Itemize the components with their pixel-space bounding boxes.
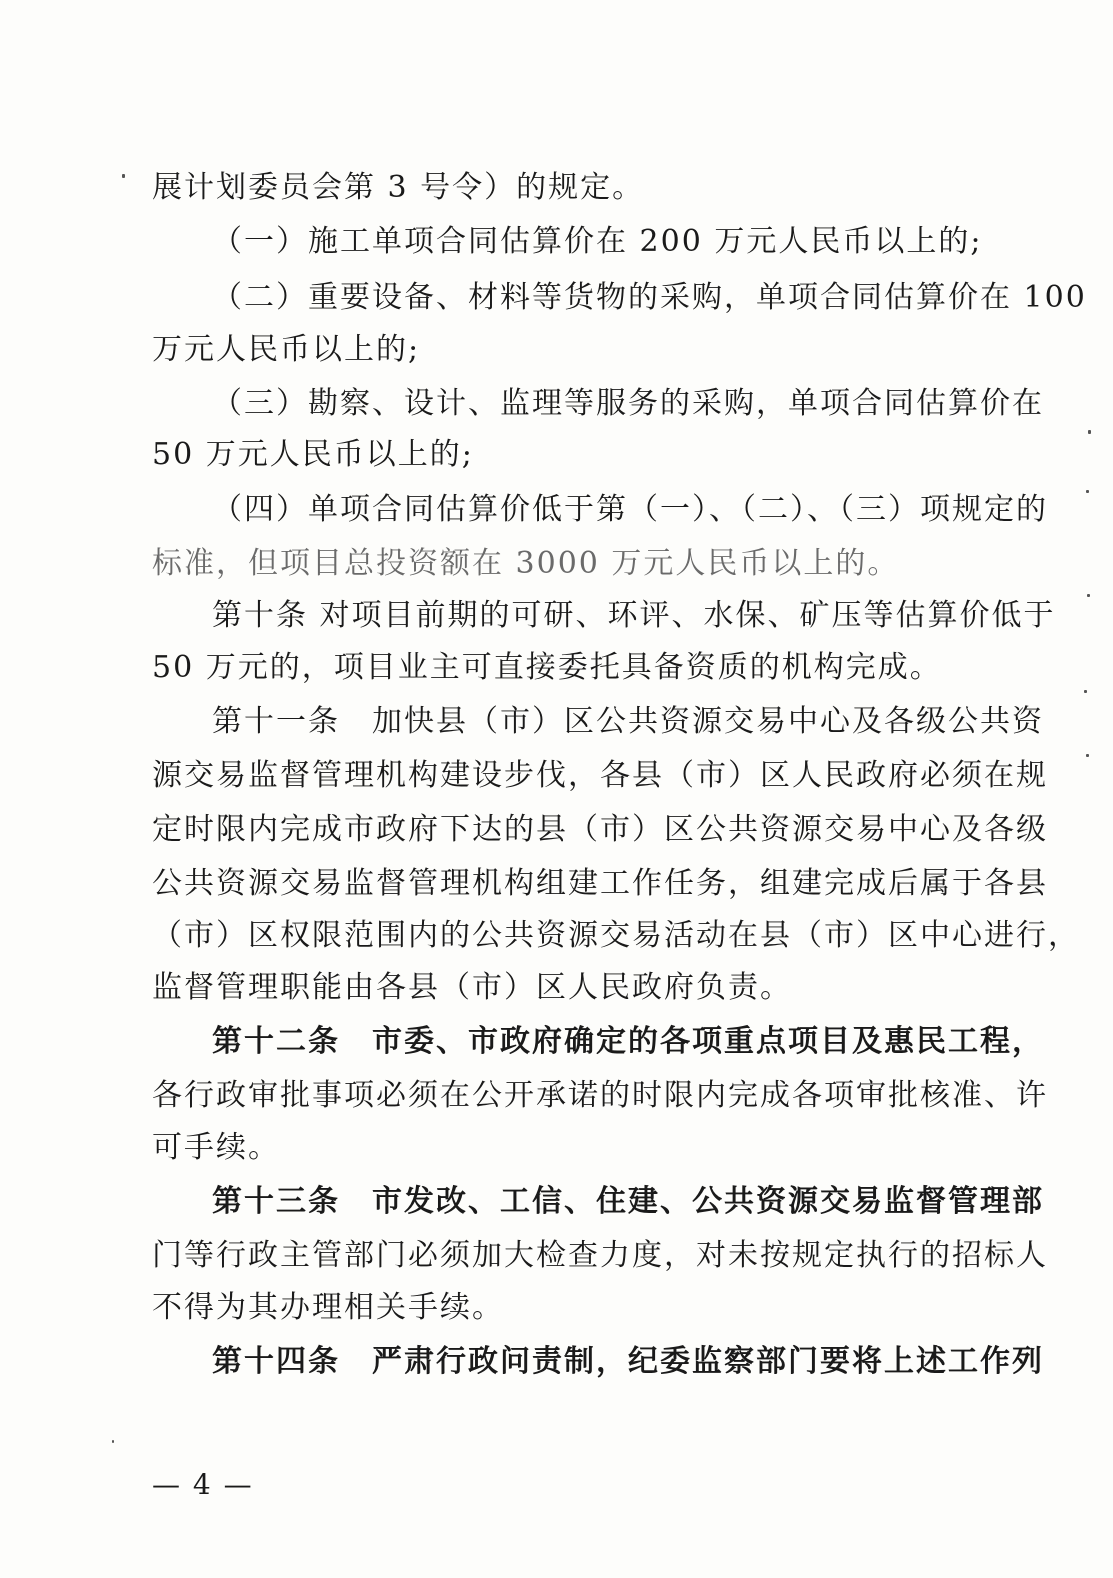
text-line: 不得为其办理相关手续。 <box>152 1290 504 1325</box>
text-line: 各行政审批事项必须在公开承诺的时限内完成各项审批核准、许 <box>152 1078 1048 1113</box>
scan-speck <box>1086 490 1089 493</box>
text-line: 第十一条 加快县（市）区公共资源交易中心及各级公共资 <box>212 704 1044 739</box>
scan-speck <box>122 174 125 178</box>
text-line: 监督管理职能由各县（市）区人民政府负责。 <box>152 970 792 1005</box>
scan-speck <box>112 1440 114 1443</box>
text-line: 可手续。 <box>152 1130 280 1165</box>
text-line: 源交易监督管理机构建设步伐，各县（市）区人民政府必须在规 <box>152 758 1048 793</box>
text-line: （二）重要设备、材料等货物的采购，单项合同估算价在 100 <box>212 280 1087 315</box>
text-line: （一）施工单项合同估算价在 200 万元人民币以上的; <box>212 224 983 259</box>
text-line: （三）勘察、设计、监理等服务的采购，单项合同估算价在 <box>212 386 1044 421</box>
text-line: 第十条 对项目前期的可研、环评、水保、矿压等估算价低于 <box>212 598 1056 633</box>
text-line: 展计划委员会第 3 号令）的规定。 <box>152 170 645 205</box>
text-line: 第十二条 市委、市政府确定的各项重点项目及惠民工程， <box>212 1024 1044 1059</box>
text-line: 50 万元人民币以上的; <box>152 437 474 472</box>
text-line: 定时限内完成市政府下达的县（市）区公共资源交易中心及各级 <box>152 812 1048 847</box>
text-line: （四）单项合同估算价低于第（一）、（二）、（三）项规定的 <box>212 492 1048 527</box>
scan-speck <box>1087 594 1090 597</box>
text-line: 公共资源交易监督管理机构组建工作任务，组建完成后属于各县 <box>152 866 1048 901</box>
text-line: 第十四条 严肃行政问责制，纪委监察部门要将上述工作列 <box>212 1344 1044 1379</box>
text-line: （市）区权限范围内的公共资源交易活动在县（市）区中心进行， <box>152 918 1080 953</box>
scan-speck <box>1084 690 1087 693</box>
text-line: 万元人民币以上的; <box>152 332 421 367</box>
text-line: 50 万元的，项目业主可直接委托具备资质的机构完成。 <box>152 650 942 685</box>
text-line: 门等行政主管部门必须加大检查力度，对未按规定执行的招标人 <box>152 1238 1048 1273</box>
page-number: — 4 — <box>152 1468 254 1501</box>
scan-speck <box>1086 754 1089 757</box>
text-line: 第十三条 市发改、工信、住建、公共资源交易监督管理部 <box>212 1184 1044 1219</box>
text-line: 标准，但项目总投资额在 3000 万元人民币以上的。 <box>152 546 900 581</box>
scan-speck <box>1088 430 1091 434</box>
